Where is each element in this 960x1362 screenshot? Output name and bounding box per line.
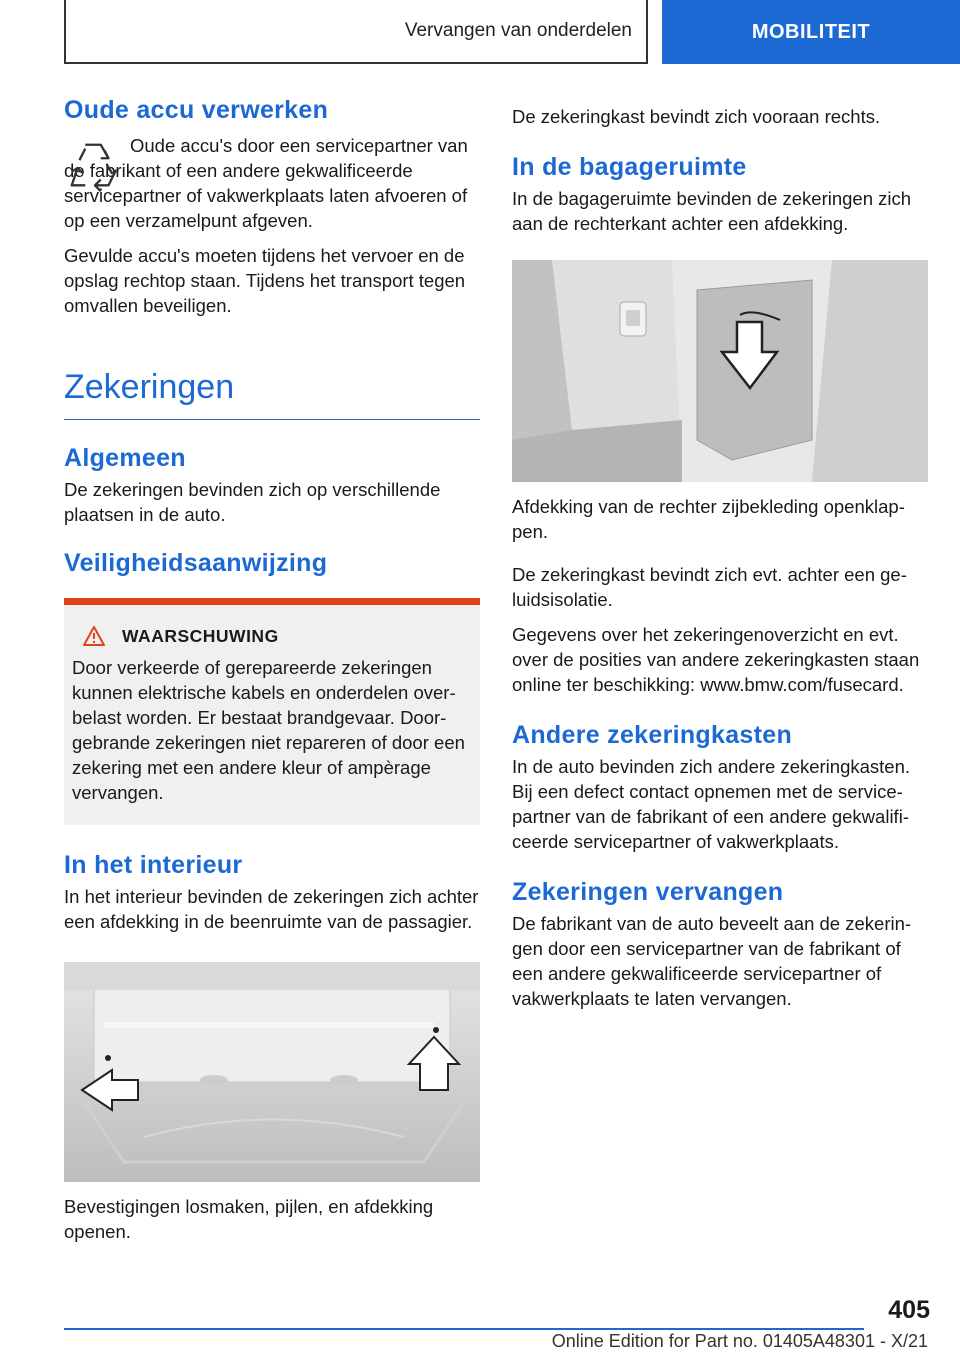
recycle-icon [64, 137, 122, 195]
heading-luggage: In de bagageruimte [512, 153, 747, 181]
header-chapter-tab[interactable] [662, 0, 960, 64]
caption-luggage: Afdekking van de rechter zijbekleding openklappen. [512, 496, 905, 542]
text-old-battery-1: Oude accu's door een servicepartner van de fabrikant of een andere gekwalificeerde servicepartner of vakwerkplaats laten afvoeren of op een verzamelpunt afgeven. [64, 135, 468, 231]
photo-interior-footwell [64, 962, 480, 1182]
heading-other-fuseboxes: Andere zekeringkasten [512, 721, 793, 749]
heading-replace-fuses: Zekeringen vervangen [512, 878, 784, 906]
footer-divider [64, 1328, 864, 1330]
text-luggage: In de bagageruimte bevinden de zekeringen zich aan de rechterkant achter een afdekking. [512, 188, 912, 234]
warning-box [64, 598, 480, 825]
right-column [512, 104, 928, 1011]
text-other-fuseboxes: In de auto bevinden zich andere zekeringkasten. Bij een defect contact opnemen met de servicepartner van de fabrikant of een andere gekwalificeerde servicepartner of vakwerkplaats. [512, 756, 911, 852]
text-insulation: De zekeringkast bevindt zich evt. achter een geluidsisolatie. [512, 564, 907, 610]
warning-text: Door verkeerde of gerepareerde zekeringen kunnen elektrische kabels en onderdelen overbelast worden. Er bestaat brandgevaar. Doorgebrande zekeringen niet repareren of door een zekering met een andere kleur of ampèrage vervangen. [72, 657, 465, 803]
page-number: 405 [888, 1296, 930, 1324]
text-general: De zekeringen bevinden zich op verschillende plaatsen in de auto. [64, 479, 441, 525]
chapter-fuses: Zekeringen [64, 368, 480, 420]
text-fusebox-front: De zekeringkast bevindt zich vooraan rechts. [512, 106, 881, 127]
warning-header [82, 625, 472, 647]
caption-interior: Bevestigingen losmaken, pijlen, en afdekking openen. [64, 1196, 434, 1242]
header-chapter-label: MOBILITEIT [751, 20, 871, 43]
warning-title: WAARSCHUWING [122, 625, 279, 646]
heading-old-battery: Oude accu verwerken [64, 96, 329, 124]
luggage-illustration [512, 260, 928, 482]
text-old-battery-2: Gevulde accu's moeten tijdens het vervoer en de opslag rechtop staan. Tijdens het transport tegen omvallen beveiligen. [64, 245, 466, 316]
photo-luggage-compartment [512, 260, 928, 482]
left-column [64, 96, 480, 1244]
header-section-box [64, 0, 648, 64]
heading-general: Algemeen [64, 444, 186, 472]
text-interior: In het interieur bevinden de zekeringen zich achter een afdekking in de beenruimte van de passagier. [64, 886, 479, 932]
warning-triangle-icon [82, 625, 106, 647]
heading-interior: In het interieur [64, 851, 243, 879]
recycle-note [64, 133, 480, 233]
heading-safety: Veiligheidsaanwijzing [64, 549, 328, 577]
footwell-illustration [64, 962, 480, 1182]
text-replace-fuses: De fabrikant van de auto beveelt aan de zekeringen door een servicepartner van de fabrikant of een andere gekwalificeerde servicepartner of vakwerkplaats te laten vervangen. [512, 913, 912, 1009]
header-section-title: Vervangen van onderdelen [404, 20, 632, 41]
text-online-info: Gegevens over het zekeringenoverzicht en evt. over de posities van andere zekeringkasten staan online ter beschikking: www.bmw.com/fusecard. [512, 624, 920, 695]
footer-edition: Online Edition for Part no. 01405A48301 - X/21 [551, 1331, 928, 1351]
